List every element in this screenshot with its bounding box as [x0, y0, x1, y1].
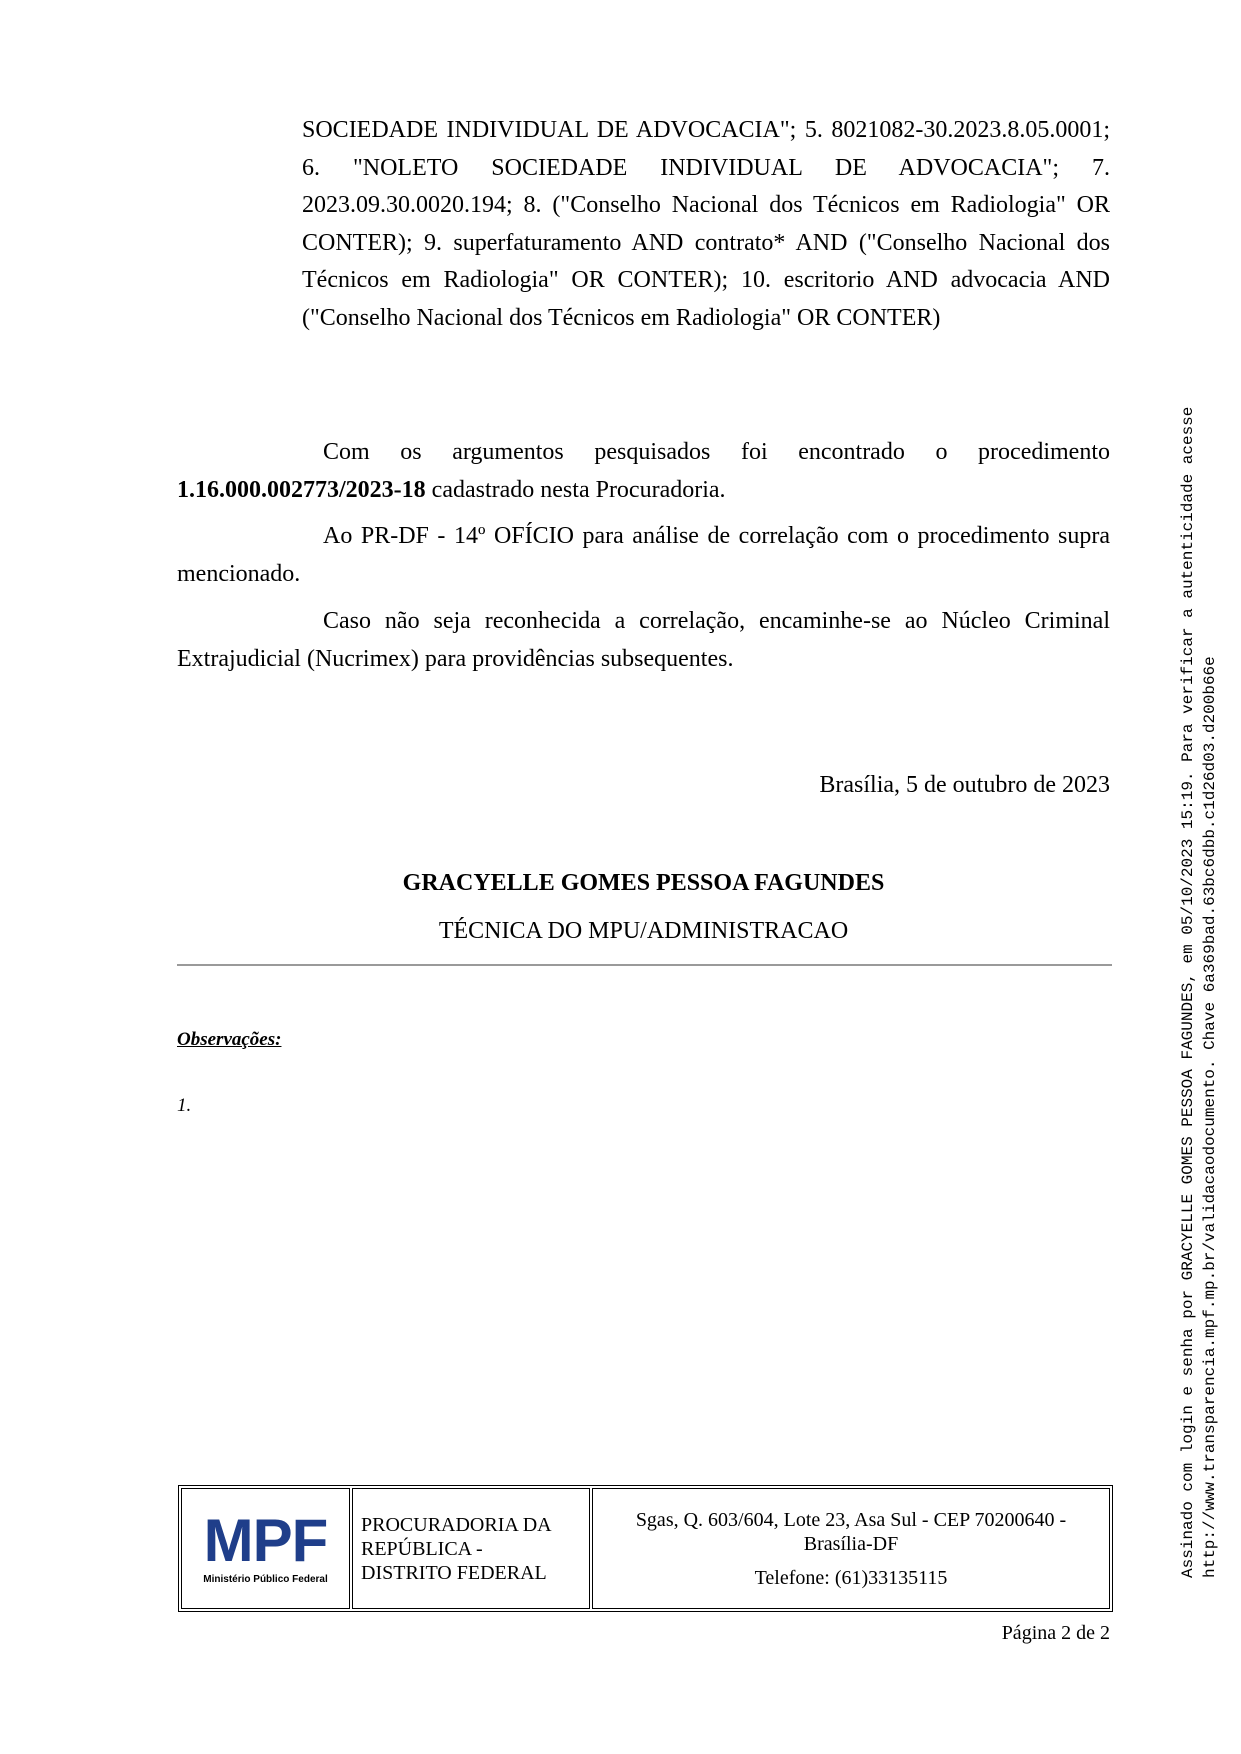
signer-name: GRACYELLE GOMES PESSOA FAGUNDES [402, 870, 885, 896]
office-line-1: PROCURADORIA DA [361, 1513, 552, 1536]
footer-letterhead [178, 1485, 1113, 1612]
procedure-number: 1.16.000.002773/2023-18 [177, 476, 426, 503]
search-terms-text: SOCIEDADE INDIVIDUAL DE ADVOCACIA"; 5. 8021082-30.2023.8.05.0001; 6. "NOLETO SOCIEDADE INDIVIDUAL DE ADVOCACIA"; 7. 2023.09.30.0020.194; 8. ("Conselho Nacional dos Técnicos em Radiologia" OR CONTER); 9. superfaturamento AND contrato* AND ("Conselho Nacional dos Técnicos em Radiologia" OR CONTER); 10. escritorio AND advocacia AND ("Conselho Nacional dos Técnicos em Radiologia" OR CONTER) [302, 117, 1110, 331]
office-line-2: REPÚBLICA - [361, 1537, 483, 1560]
paragraph-tail: cadastrado nesta Procuradoria. [425, 476, 726, 503]
observation-item: 1. [177, 1095, 192, 1116]
stamp-line-2: http://www.transparencia.mpf.mp.br/validacaodocumento. Chave 6a369bad.63bc6dbb.c1d26d03.d200b66e [1201, 656, 1219, 1578]
observations-heading: Observações: [177, 1029, 282, 1050]
signature-authentication-stamp [1177, 407, 1221, 1578]
paragraph-procedure-found [177, 434, 1110, 509]
paragraph-forwarding: Ao PR-DF - 14º OFÍCIO para análise de correlação com o procedimento supra mencionado. [177, 523, 1110, 587]
stamp-line-1: Assinado com login e senha por GRACYELLE GOMES PESSOA FAGUNDES, em 05/10/2023 15:19. Para verificar a autenticidade acesse [1179, 406, 1197, 1578]
office-line-3: DISTRITO FEDERAL [361, 1561, 547, 1584]
address-cell [592, 1488, 1110, 1609]
mpf-logo-cell [181, 1488, 350, 1609]
page-number: Página 2 de 2 [1001, 1622, 1110, 1644]
city-date: Brasília, 5 de outubro de 2023 [819, 772, 1110, 798]
search-terms-continuation [302, 112, 1110, 337]
paragraph-fallback: Caso não seja reconhecida a correlação, encaminhe-se ao Núcleo Criminal Extrajudicial (Nucrimex) para providências subsequentes. [177, 608, 1110, 672]
paragraph-lead: Com os argumentos pesquisados foi encontrado o procedimento [323, 439, 1110, 465]
mpf-logo: MPF [203, 1507, 328, 1574]
office-name-cell [352, 1488, 590, 1609]
address-line-1: Sgas, Q. 603/604, Lote 23, Asa Sul - CEP 70200640 - [635, 1508, 1067, 1531]
mpf-logo-subtitle: Ministério Público Federal [203, 1574, 328, 1585]
signer-role: TÉCNICA DO MPU/ADMINISTRACAO [438, 918, 849, 944]
section-divider [177, 964, 1112, 966]
address-line-2: Brasília-DF [803, 1532, 899, 1555]
phone-number: Telefone: (61)33135115 [754, 1566, 948, 1589]
